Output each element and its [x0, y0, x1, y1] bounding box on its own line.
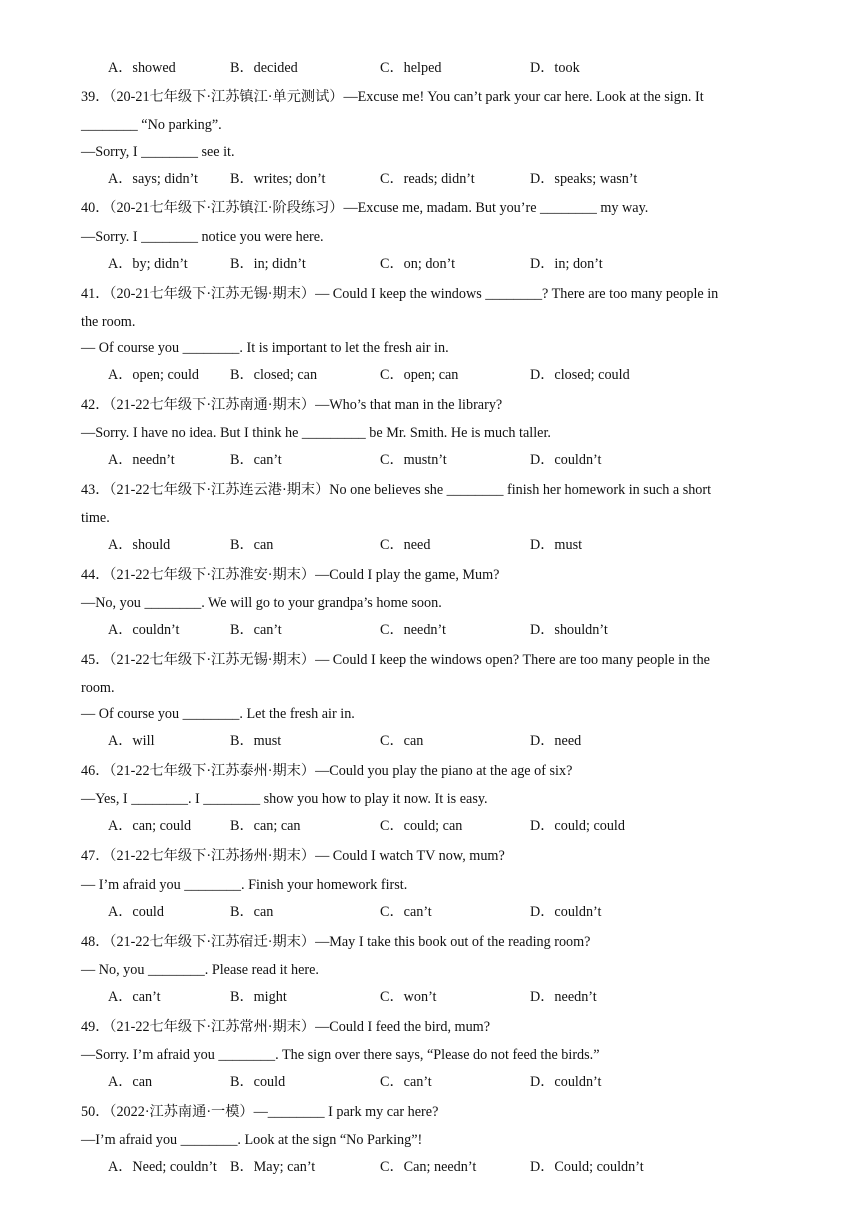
- option-c: C．won’t: [380, 989, 437, 1005]
- question-stem: 45．（21-22七年级下·江苏无锡·期末）— Could I keep the windows open? There are too many people in the: [81, 652, 710, 668]
- dialogue-reply: — I’m afraid you ________. Finish your homework first.: [81, 877, 408, 893]
- question-stem: 40．（20-21七年级下·江苏镇江·阶段练习）—Excuse me, madam. But you’re ________ my way.: [81, 200, 649, 216]
- option-b: B．must: [230, 733, 282, 749]
- dialogue-reply: —I’m afraid you ________. Look at the sign “No Parking”!: [81, 1132, 423, 1148]
- option-b: B．can; can: [230, 818, 301, 834]
- option-b: B．might: [230, 989, 287, 1005]
- option-d: D．must: [530, 537, 583, 553]
- dialogue-reply: — Of course you ________. It is important to let the fresh air in.: [81, 340, 449, 356]
- question-continuation: ________ “No parking”.: [81, 117, 222, 133]
- option-d: D．need: [530, 733, 582, 749]
- question-stem: 43．（21-22七年级下·江苏连云港·期末）No one believes she ________ finish her homework in such a short: [81, 482, 712, 498]
- dialogue-reply: —Yes, I ________. I ________ show you how to play it now. It is easy.: [81, 791, 488, 807]
- option-a: A．can; could: [108, 818, 192, 834]
- option-d: D．couldn’t: [530, 452, 602, 468]
- option-d: D．in; don’t: [530, 256, 603, 272]
- option-a: A．could: [108, 904, 164, 920]
- option-c: C．on; don’t: [380, 256, 456, 272]
- question-continuation: time.: [81, 510, 110, 526]
- option-c: C．could; can: [380, 818, 463, 834]
- question-stem: 41．（20-21七年级下·江苏无锡·期末）— Could I keep the windows ________? There are too many people in: [81, 286, 719, 302]
- option-c: C．helped: [380, 60, 442, 76]
- option-a: A．Need; couldn’t: [108, 1159, 217, 1175]
- option-d: D．Could; couldn’t: [530, 1159, 644, 1175]
- option-d: D．could; could: [530, 818, 625, 834]
- option-b: B．writes; don’t: [230, 171, 326, 187]
- option-b: B．in; didn’t: [230, 256, 306, 272]
- option-c: C．open; can: [380, 367, 459, 383]
- option-d: D．took: [530, 60, 580, 76]
- question-stem: 49．（21-22七年级下·江苏常州·期末）—Could I feed the bird, mum?: [81, 1019, 491, 1035]
- dialogue-reply: — Of course you ________. Let the fresh air in.: [81, 706, 355, 722]
- option-b: B．can’t: [230, 452, 282, 468]
- question-continuation: the room.: [81, 314, 136, 330]
- option-b: B．could: [230, 1074, 286, 1090]
- option-a: A．will: [108, 733, 155, 749]
- option-c: C．reads; didn’t: [380, 171, 475, 187]
- option-b: B．decided: [230, 60, 298, 76]
- question-stem: 39．（20-21七年级下·江苏镇江·单元测试）—Excuse me! You can’t park your car here. Look at the sign. It: [81, 89, 704, 105]
- option-b: B．May; can’t: [230, 1159, 316, 1175]
- option-a: A．can’t: [108, 989, 161, 1005]
- option-c: C．needn’t: [380, 622, 446, 638]
- option-a: A．open; could: [108, 367, 200, 383]
- option-a: A．couldn’t: [108, 622, 180, 638]
- option-d: D．couldn’t: [530, 904, 602, 920]
- option-a: A．by; didn’t: [108, 256, 188, 272]
- dialogue-reply: —Sorry. I’m afraid you ________. The sign over there says, “Please do not feed the birds.”: [81, 1047, 600, 1063]
- question-stem: 50．（2022·江苏南通·一模）—________ I park my car here?: [81, 1104, 439, 1120]
- option-b: B．can’t: [230, 622, 282, 638]
- dialogue-reply: — No, you ________. Please read it here.: [81, 962, 319, 978]
- option-d: D．closed; could: [530, 367, 630, 383]
- option-a: A．showed: [108, 60, 176, 76]
- dialogue-reply: —Sorry. I have no idea. But I think he _________ be Mr. Smith. He is much taller.: [81, 425, 551, 441]
- dialogue-reply: —Sorry, I ________ see it.: [81, 144, 235, 160]
- option-c: C．can’t: [380, 904, 432, 920]
- question-stem: 42．（21-22七年级下·江苏南通·期末）—Who’s that man in the library?: [81, 397, 503, 413]
- option-b: B．can: [230, 904, 274, 920]
- option-d: D．shouldn’t: [530, 622, 608, 638]
- option-d: D．needn’t: [530, 989, 597, 1005]
- dialogue-reply: —No, you ________. We will go to your grandpa’s home soon.: [81, 595, 442, 611]
- option-b: B．can: [230, 537, 274, 553]
- option-c: C．can: [380, 733, 424, 749]
- option-c: C．need: [380, 537, 431, 553]
- question-stem: 47．（21-22七年级下·江苏扬州·期末）— Could I watch TV now, mum?: [81, 848, 505, 864]
- question-stem: 46．（21-22七年级下·江苏泰州·期末）—Could you play the piano at the age of six?: [81, 763, 573, 779]
- dialogue-reply: —Sorry. I ________ notice you were here.: [81, 229, 324, 245]
- option-c: C．mustn’t: [380, 452, 447, 468]
- option-a: A．needn’t: [108, 452, 175, 468]
- option-a: A．should: [108, 537, 171, 553]
- option-a: A．can: [108, 1074, 153, 1090]
- option-d: D．couldn’t: [530, 1074, 602, 1090]
- option-c: C．Can; needn’t: [380, 1159, 477, 1175]
- option-d: D．speaks; wasn’t: [530, 171, 638, 187]
- option-b: B．closed; can: [230, 367, 318, 383]
- question-stem: 44．（21-22七年级下·江苏淮安·期末）—Could I play the game, Mum?: [81, 567, 500, 583]
- question-continuation: room.: [81, 680, 115, 696]
- option-c: C．can’t: [380, 1074, 432, 1090]
- question-stem: 48．（21-22七年级下·江苏宿迁·期末）—May I take this book out of the reading room?: [81, 934, 591, 950]
- option-a: A．says; didn’t: [108, 171, 198, 187]
